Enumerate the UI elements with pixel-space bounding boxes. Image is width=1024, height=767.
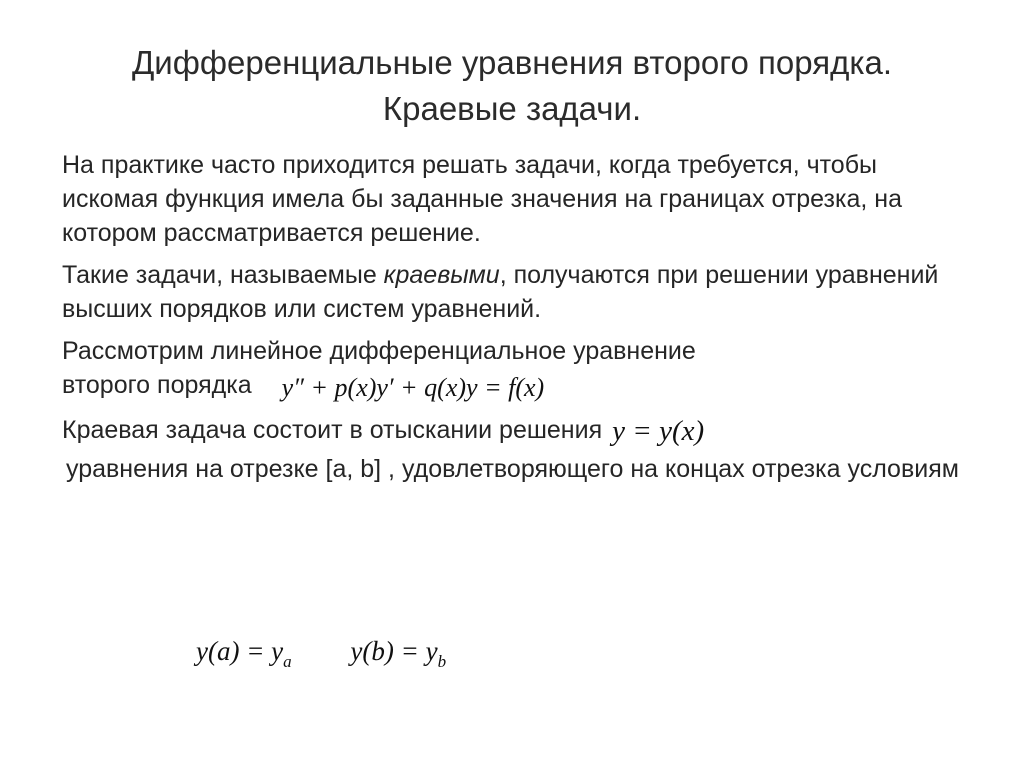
boundary-condition-b-subscript: b bbox=[437, 652, 447, 671]
title-line-2: Краевые задачи. bbox=[382, 90, 642, 127]
paragraph-boundary-text-after: , получаются при решении уравнений высших порядков или систем уравнений. bbox=[62, 261, 939, 323]
paragraph-problem-text: Краевая задача состоит в отыскании решения bbox=[62, 416, 603, 444]
solution-formula: y = y(x) bbox=[612, 415, 705, 447]
paragraph-interval-conditions: уравнения на отрезке [a, b] , удовлетворяющего на концах отрезка условиям bbox=[66, 455, 959, 483]
boundary-conditions bbox=[196, 636, 446, 672]
ode-formula: y″ + p(x)y′ + q(x)y = f(x) bbox=[281, 373, 545, 402]
paragraph-linear-ode-line2: второго порядка bbox=[62, 371, 252, 399]
boundary-condition-a bbox=[196, 636, 292, 672]
paragraph-practice: На практике часто приходится решать задачи, когда требуется, чтобы искомая функция имела бы заданные значения на границах отрезка, на котором рассматривается решение. bbox=[62, 151, 902, 247]
paragraph-problem-statement bbox=[62, 413, 962, 448]
boundary-condition-a-subscript: a bbox=[283, 652, 292, 671]
paragraph-linear-ode bbox=[62, 334, 962, 405]
boundary-condition-b bbox=[350, 636, 446, 672]
paragraph-linear-ode-line1: Рассмотрим линейное дифференциальное уравнение bbox=[62, 337, 696, 365]
paragraph-boundary-problems bbox=[62, 258, 962, 326]
slide-body bbox=[62, 148, 962, 494]
slide-title bbox=[0, 40, 1024, 132]
boundary-condition-b-lhs: y(b) = y bbox=[350, 636, 438, 666]
title-line-1: Дифференциальные уравнения второго порядка. bbox=[131, 44, 893, 81]
boundary-condition-a-lhs: y(a) = y bbox=[196, 636, 284, 666]
term-boundary: краевыми bbox=[383, 261, 500, 289]
paragraph-boundary-text-before: Такие задачи, называемые bbox=[62, 261, 384, 289]
